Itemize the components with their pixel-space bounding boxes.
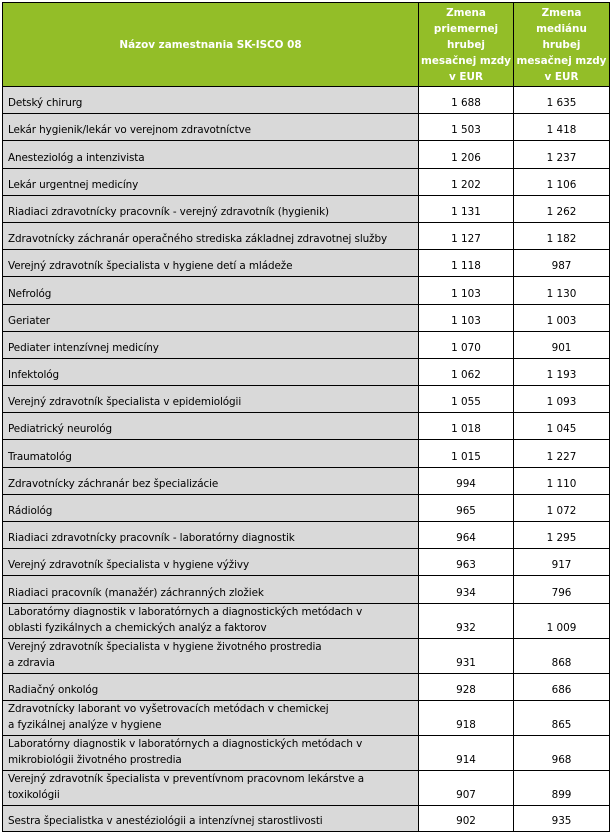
header-line: hrubej	[447, 38, 485, 51]
occupation-name-cell	[3, 87, 419, 114]
occupation-name-cell	[3, 386, 419, 413]
avg-wage-change-cell: 932	[419, 603, 514, 638]
table-row	[3, 770, 610, 805]
avg-wage-change-cell: 1 015	[419, 440, 514, 467]
occupation-name-line: Verejný zdravotník špecialista v hygiene životného prostredia	[8, 640, 322, 653]
avg-wage-change-cell: 931	[419, 638, 514, 673]
avg-wage-change-cell: 1 055	[419, 386, 514, 413]
avg-wage-change-cell: 914	[419, 735, 514, 770]
median-wage-change-cell: 935	[514, 805, 610, 831]
avg-wage-change-cell: 963	[419, 549, 514, 576]
header-avg-change	[419, 3, 514, 87]
median-wage-change-cell: 987	[514, 250, 610, 277]
median-wage-change-cell: 1 237	[514, 141, 610, 168]
median-wage-change-cell: 1 130	[514, 277, 610, 304]
median-wage-change-cell: 1 193	[514, 358, 610, 385]
occupation-name-line: Verejný zdravotník špecialista v preventívnom pracovnom lekárstve a	[8, 772, 365, 785]
median-wage-change-cell: 1 045	[514, 413, 610, 440]
wage-change-table	[2, 2, 610, 832]
occupation-name-line: Laboratórny diagnostik v laboratórnych a diagnostických metódach v	[8, 737, 363, 750]
avg-wage-change-cell: 994	[419, 467, 514, 494]
occupation-name-cell	[3, 195, 419, 222]
header-occupation: Názov zamestnania SK-ISCO 08	[3, 3, 419, 87]
table-row	[3, 549, 610, 576]
occupation-name-cell	[3, 494, 419, 521]
header-line: v EUR	[544, 70, 579, 83]
median-wage-change-cell: 1 262	[514, 195, 610, 222]
avg-wage-change-cell: 907	[419, 770, 514, 805]
median-wage-change-cell: 1 072	[514, 494, 610, 521]
occupation-name-cell	[3, 413, 419, 440]
occupation-name-cell	[3, 141, 419, 168]
occupation-name-line: Nefrológ	[8, 287, 52, 300]
avg-wage-change-cell: 918	[419, 700, 514, 735]
occupation-name-line: Geriater	[8, 314, 50, 327]
median-wage-change-cell: 865	[514, 700, 610, 735]
median-wage-change-cell: 1 106	[514, 168, 610, 195]
table-row	[3, 700, 610, 735]
table-row	[3, 467, 610, 494]
table-row	[3, 494, 610, 521]
table-row	[3, 522, 610, 549]
occupation-name-cell	[3, 700, 419, 735]
median-wage-change-cell: 1 003	[514, 304, 610, 331]
header-row	[3, 3, 610, 87]
header-line: mediánu	[536, 22, 587, 35]
median-wage-change-cell: 899	[514, 770, 610, 805]
occupation-name-line: Laboratórny diagnostik v laboratórnych a diagnostických metódach v	[8, 605, 363, 618]
median-wage-change-cell: 1 009	[514, 603, 610, 638]
occupation-name-line: Traumatológ	[8, 450, 72, 463]
avg-wage-change-cell: 902	[419, 805, 514, 831]
header-line: mesačnej mzdy	[421, 54, 511, 67]
occupation-name-line: Zdravotnícky laborant vo vyšetrovacích metódach v chemickej	[8, 702, 329, 715]
occupation-name-cell	[3, 467, 419, 494]
occupation-name-line: Infektológ	[8, 369, 59, 382]
median-wage-change-cell: 968	[514, 735, 610, 770]
occupation-name-line: Radiačný onkológ	[8, 683, 99, 696]
avg-wage-change-cell: 1 202	[419, 168, 514, 195]
avg-wage-change-cell: 1 206	[419, 141, 514, 168]
median-wage-change-cell: 901	[514, 331, 610, 358]
avg-wage-change-cell: 928	[419, 673, 514, 700]
occupation-name-cell	[3, 673, 419, 700]
median-wage-change-cell: 686	[514, 673, 610, 700]
avg-wage-change-cell: 1 127	[419, 222, 514, 249]
table-row	[3, 168, 610, 195]
occupation-name-cell	[3, 331, 419, 358]
occupation-name-cell	[3, 250, 419, 277]
occupation-name-line: toxikológii	[8, 788, 60, 801]
avg-wage-change-cell: 965	[419, 494, 514, 521]
occupation-name-line: Detský chirurg	[8, 97, 83, 110]
table-row	[3, 413, 610, 440]
table-row	[3, 277, 610, 304]
avg-wage-change-cell: 1 688	[419, 87, 514, 114]
header-line: mesačnej mzdy	[516, 54, 607, 67]
occupation-name-line: a zdravia	[8, 656, 55, 669]
occupation-name-line: oblasti fyzikálnych a chemických analýz a faktorov	[8, 621, 267, 634]
median-wage-change-cell: 868	[514, 638, 610, 673]
table-row	[3, 805, 610, 831]
occupation-name-cell	[3, 358, 419, 385]
median-wage-change-cell: 796	[514, 576, 610, 603]
occupation-name-line: Pediatrický neurológ	[8, 423, 112, 436]
table-row	[3, 735, 610, 770]
table-row	[3, 87, 610, 114]
avg-wage-change-cell: 934	[419, 576, 514, 603]
table-row	[3, 576, 610, 603]
avg-wage-change-cell: 1 118	[419, 250, 514, 277]
occupation-name-line: Sestra špecialistka v anestéziológii a intenzívnej starostlivosti	[8, 814, 323, 827]
header-line: hrubej	[542, 38, 581, 51]
table-row	[3, 114, 610, 141]
table-row	[3, 638, 610, 673]
table-row	[3, 304, 610, 331]
table-row	[3, 358, 610, 385]
occupation-name-line: Verejný zdravotník špecialista v hygiene detí a mládeže	[8, 260, 293, 273]
occupation-name-line: Riadiaci pracovník (manažér) záchranných zložiek	[8, 586, 264, 599]
occupation-name-cell	[3, 770, 419, 805]
header-line: priemernej	[433, 22, 499, 35]
median-wage-change-cell: 1 093	[514, 386, 610, 413]
avg-wage-change-cell: 1 018	[419, 413, 514, 440]
occupation-name-line: Anesteziológ a intenzivista	[8, 151, 145, 164]
occupation-name-line: Lekár hygienik/lekár vo verejnom zdravotníctve	[8, 124, 251, 137]
median-wage-change-cell: 917	[514, 549, 610, 576]
avg-wage-change-cell: 1 131	[419, 195, 514, 222]
occupation-name-cell	[3, 603, 419, 638]
occupation-name-line: Pediater intenzívnej medicíny	[8, 341, 159, 354]
header-line: Zmena	[541, 6, 582, 19]
avg-wage-change-cell: 1 103	[419, 304, 514, 331]
table-row	[3, 331, 610, 358]
occupation-name-cell	[3, 222, 419, 249]
occupation-name-line: Rádiológ	[8, 505, 53, 517]
median-wage-change-cell: 1 295	[514, 522, 610, 549]
table-row	[3, 673, 610, 700]
header-line: v EUR	[449, 70, 483, 83]
median-wage-change-cell: 1 227	[514, 440, 610, 467]
table-row	[3, 195, 610, 222]
table-row	[3, 141, 610, 168]
occupation-name-cell	[3, 277, 419, 304]
occupation-name-cell	[3, 735, 419, 770]
avg-wage-change-cell: 1 062	[419, 358, 514, 385]
occupation-name-cell	[3, 114, 419, 141]
occupation-name-cell	[3, 522, 419, 549]
occupation-name-cell	[3, 805, 419, 831]
occupation-name-cell	[3, 440, 419, 467]
occupation-name-cell	[3, 304, 419, 331]
table-row	[3, 440, 610, 467]
table-body	[3, 87, 610, 832]
occupation-name-cell	[3, 576, 419, 603]
median-wage-change-cell: 1 110	[514, 467, 610, 494]
table-row	[3, 250, 610, 277]
occupation-name-line: a fyzikálnej analýze v hygiene	[8, 718, 162, 731]
occupation-name-cell	[3, 549, 419, 576]
occupation-name-line: mikrobiológii životného prostredia	[8, 753, 182, 766]
header-median-change	[514, 3, 610, 87]
occupation-name-cell	[3, 168, 419, 195]
occupation-name-line: Verejný zdravotník špecialista v hygiene výživy	[8, 559, 249, 572]
median-wage-change-cell: 1 182	[514, 222, 610, 249]
median-wage-change-cell: 1 418	[514, 114, 610, 141]
occupation-name-line: Riadiaci zdravotnícky pracovník - verejný zdravotník (hygienik)	[8, 205, 329, 218]
table-row	[3, 222, 610, 249]
occupation-name-cell	[3, 638, 419, 673]
header-line: Zmena	[446, 6, 486, 19]
avg-wage-change-cell: 1 070	[419, 331, 514, 358]
avg-wage-change-cell: 1 503	[419, 114, 514, 141]
avg-wage-change-cell: 1 103	[419, 277, 514, 304]
avg-wage-change-cell: 964	[419, 522, 514, 549]
table-row	[3, 603, 610, 638]
table-row	[3, 386, 610, 413]
occupation-name-line: Zdravotnícky záchranár bez špecializácie	[8, 477, 219, 490]
occupation-name-line: Lekár urgentnej medicíny	[8, 178, 139, 191]
occupation-name-line: Riadiaci zdravotnícky pracovník - laboratórny diagnostik	[8, 532, 295, 545]
median-wage-change-cell: 1 635	[514, 87, 610, 114]
occupation-name-line: Zdravotnícky záchranár operačného strediska základnej zdravotnej služby	[8, 233, 388, 246]
occupation-name-line: Verejný zdravotník špecialista v epidemiológii	[8, 396, 242, 409]
